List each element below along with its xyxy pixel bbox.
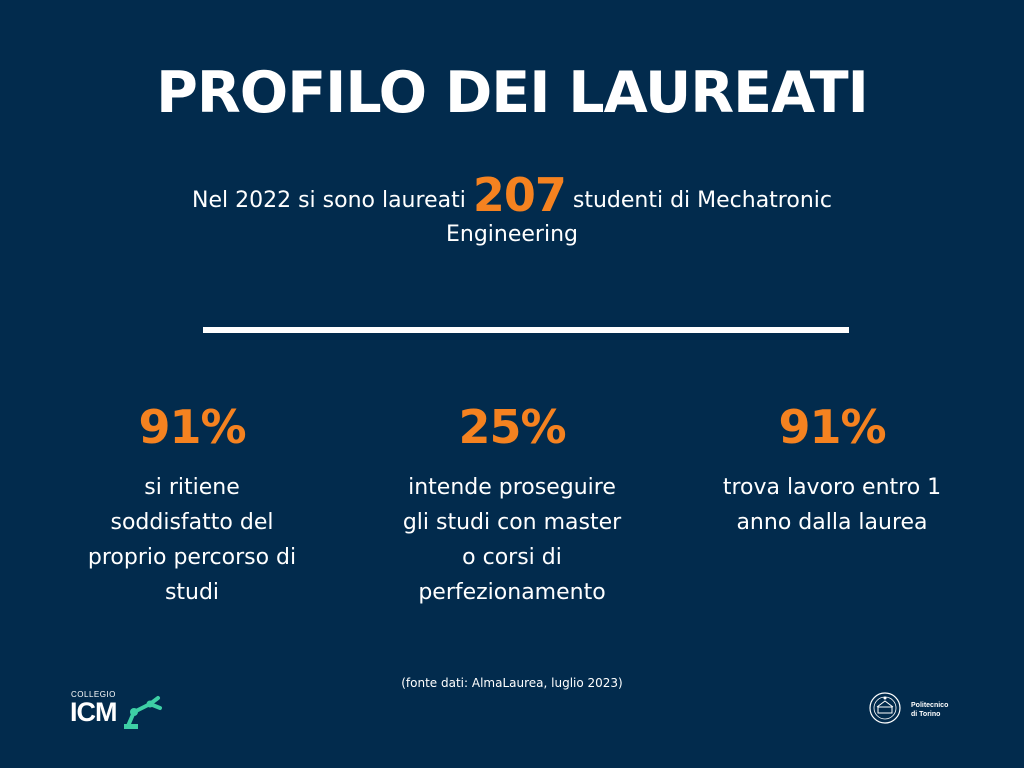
collegio-icm-logo (70, 690, 180, 732)
logo-collegio-text: COLLEGIO (71, 690, 116, 699)
stat-satisfaction (80, 394, 304, 610)
stat-percent: 91% (138, 400, 246, 454)
politecnico-name: Politecnico di Torino (911, 702, 949, 718)
robot-arm-icon (122, 690, 172, 730)
intro-before: Nel 2022 si sono laureati (192, 188, 466, 213)
intro-after: studenti di Mechatronic Engineering (446, 188, 832, 247)
page-title: PROFILO DEI LAUREATI (156, 60, 868, 126)
stat-further-studies (400, 394, 624, 610)
stat-description: intende proseguire gli studi con master o corsi di perfezionamento (402, 475, 622, 605)
divider (203, 327, 849, 333)
stat-percent: 25% (458, 400, 566, 454)
logo-icm-text: ICM (70, 697, 117, 727)
intro-text (150, 168, 874, 252)
politecnico-logo (866, 691, 966, 725)
stat-employment (712, 394, 952, 540)
stat-description: si ritiene soddisfatto del proprio percorso di studi (87, 475, 297, 605)
stat-description: trova lavoro entro 1 anno dalla laurea (722, 475, 942, 535)
politecnico-seal-icon (866, 691, 906, 725)
graduates-count: 207 (472, 168, 566, 222)
stat-percent: 91% (778, 400, 886, 454)
data-source: (fonte dati: AlmaLaurea, luglio 2023) (401, 676, 623, 690)
